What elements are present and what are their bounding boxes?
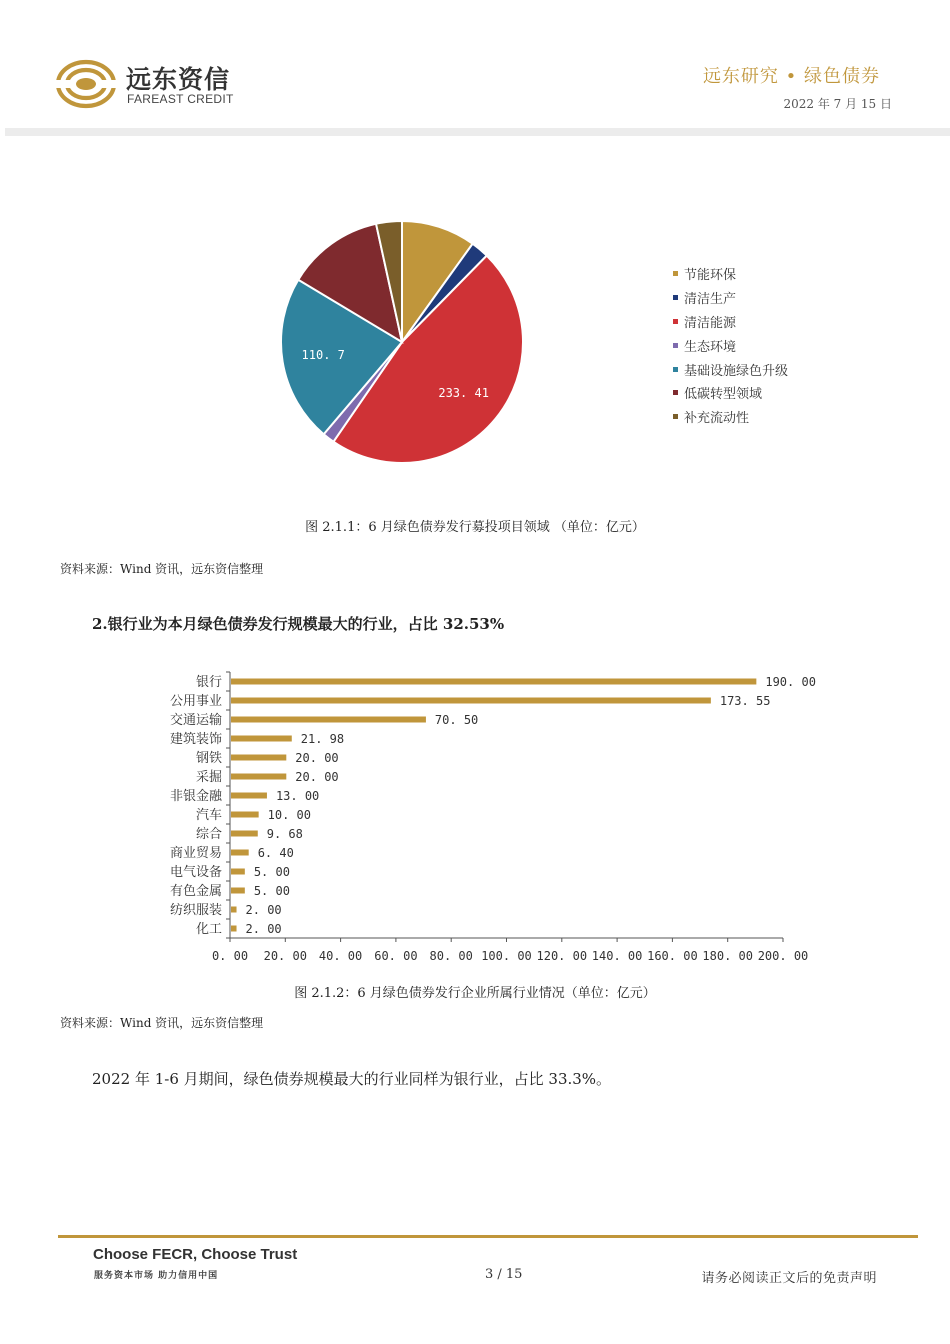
category-label: 纺织服装 — [169, 903, 222, 918]
legend-label: 节能环保 — [684, 268, 737, 284]
report-series-title: 远东研究 • 绿色债券 — [702, 66, 880, 87]
report-date: 2022 年 7 月 15 日 — [783, 97, 892, 111]
x-tick-label: 200. 00 — [757, 949, 809, 963]
legend-swatch — [673, 367, 678, 372]
pie-legend — [673, 262, 873, 429]
category-label: 汽车 — [195, 808, 222, 823]
legend-label: 低碳转型领域 — [684, 387, 763, 403]
bar-value-label: 2. 00 — [245, 903, 282, 917]
bar-value-label: 13. 00 — [275, 789, 320, 803]
legend-label: 生态环境 — [684, 339, 737, 355]
bar-4 — [231, 755, 286, 761]
bar-chart — [150, 665, 830, 970]
x-tick-label: 180. 00 — [702, 949, 753, 963]
bar-value-label: 5. 00 — [253, 884, 290, 898]
legend-item-6 — [673, 405, 873, 429]
bar-value-label: 10. 00 — [267, 808, 312, 822]
category-label: 建筑装饰 — [169, 732, 222, 747]
page-number: 3 / 15 — [485, 1267, 523, 1282]
bar-6 — [231, 793, 267, 799]
x-tick-label: 80. 00 — [429, 949, 473, 963]
x-tick-label: 140. 00 — [591, 949, 643, 963]
disclaimer-note: 请务必阅读正文后的免责声明 — [701, 1271, 877, 1286]
bar-0 — [231, 679, 756, 685]
pie-data-label-2: 233. 41 — [438, 385, 489, 400]
bar-2 — [231, 717, 426, 723]
legend-item-2 — [673, 310, 873, 334]
footer-slogan-en: Choose FECR, Choose Trust — [93, 1246, 298, 1263]
x-tick-label: 100. 00 — [481, 949, 532, 963]
category-label: 有色金属 — [169, 884, 222, 899]
bar-5 — [231, 774, 286, 780]
category-label: 电气设备 — [169, 865, 222, 880]
bar-3 — [231, 736, 292, 742]
bar-7 — [231, 812, 259, 818]
header-divider — [5, 128, 950, 136]
bar-value-label: 2. 00 — [245, 922, 282, 936]
category-label: 商业贸易 — [169, 846, 222, 861]
bar-value-label: 190. 00 — [765, 675, 816, 689]
legend-label: 补充流动性 — [684, 411, 750, 427]
figure-caption-1: 图 2.1.1：6 月绿色债券发行募投项目领域 （单位：亿元） — [305, 520, 645, 535]
x-tick-label: 20. 00 — [263, 949, 307, 963]
legend-swatch — [673, 390, 678, 395]
x-tick-label: 40. 00 — [318, 949, 363, 963]
category-label: 非银金融 — [169, 789, 222, 804]
body-paragraph: 2022 年 1-6 月期间，绿色债券规模最大的行业同样为银行业，占比 33.3%。 — [92, 1070, 612, 1088]
bar-value-label: 9. 68 — [266, 827, 303, 841]
bar-1 — [231, 698, 711, 704]
category-label: 交通运输 — [169, 713, 222, 728]
bar-12 — [231, 907, 237, 913]
category-label: 公用事业 — [169, 694, 222, 709]
bar-value-label: 5. 00 — [253, 865, 290, 879]
footer-slogan-cn: 服务资本市场 助力信用中国 — [94, 1271, 219, 1281]
x-tick-label: 60. 00 — [374, 949, 418, 963]
pie-chart — [270, 210, 534, 474]
category-label: 采掘 — [195, 770, 222, 785]
bar-value-label: 21. 98 — [300, 732, 345, 746]
category-label: 化工 — [195, 922, 222, 937]
footer-divider — [58, 1235, 918, 1238]
category-label: 银行 — [195, 675, 222, 690]
bar-value-label: 173. 55 — [719, 694, 771, 708]
legend-swatch — [673, 319, 678, 324]
legend-item-5 — [673, 381, 873, 405]
bar-11 — [231, 888, 245, 894]
x-tick-label: 120. 00 — [536, 949, 588, 963]
figure-caption-2: 图 2.1.2：6 月绿色债券发行企业所属行业情况（单位：亿元） — [294, 986, 656, 1001]
x-tick-label: 0. 00 — [211, 949, 249, 963]
bar-8 — [231, 831, 258, 837]
data-source-1: 资料来源：Wind 资讯，远东资信整理 — [60, 562, 264, 576]
brand-name-cn: 远东资信 — [126, 65, 231, 94]
pie-data-label-4: 110. 7 — [301, 347, 345, 362]
legend-label: 清洁生产 — [684, 292, 737, 308]
bar-value-label: 20. 00 — [295, 751, 339, 765]
legend-item-4 — [673, 357, 873, 381]
bar-9 — [231, 850, 249, 856]
brand-name-en: FAREAST CREDIT — [127, 92, 234, 106]
legend-swatch — [673, 414, 678, 419]
bar-10 — [231, 869, 245, 875]
category-label: 钢铁 — [195, 751, 222, 766]
bar-value-label: 20. 00 — [295, 770, 339, 784]
legend-item-0 — [673, 262, 873, 286]
legend-swatch — [673, 343, 678, 348]
legend-label: 基础设施绿色升级 — [684, 363, 789, 379]
section-heading: 2.银行业为本月绿色债券发行规模最大的行业，占比 32.53% — [92, 615, 505, 633]
legend-swatch — [673, 295, 678, 300]
legend-swatch — [673, 271, 678, 276]
bar-13 — [231, 926, 237, 932]
legend-item-3 — [673, 333, 873, 357]
legend-item-1 — [673, 286, 873, 310]
category-label: 综合 — [195, 827, 222, 842]
fareast-credit-logo — [55, 58, 117, 110]
legend-label: 清洁能源 — [684, 315, 737, 331]
data-source-2: 资料来源：Wind 资讯，远东资信整理 — [60, 1016, 264, 1030]
bar-value-label: 6. 40 — [257, 846, 294, 860]
x-tick-label: 160. 00 — [647, 949, 698, 963]
bar-value-label: 70. 50 — [434, 713, 479, 727]
